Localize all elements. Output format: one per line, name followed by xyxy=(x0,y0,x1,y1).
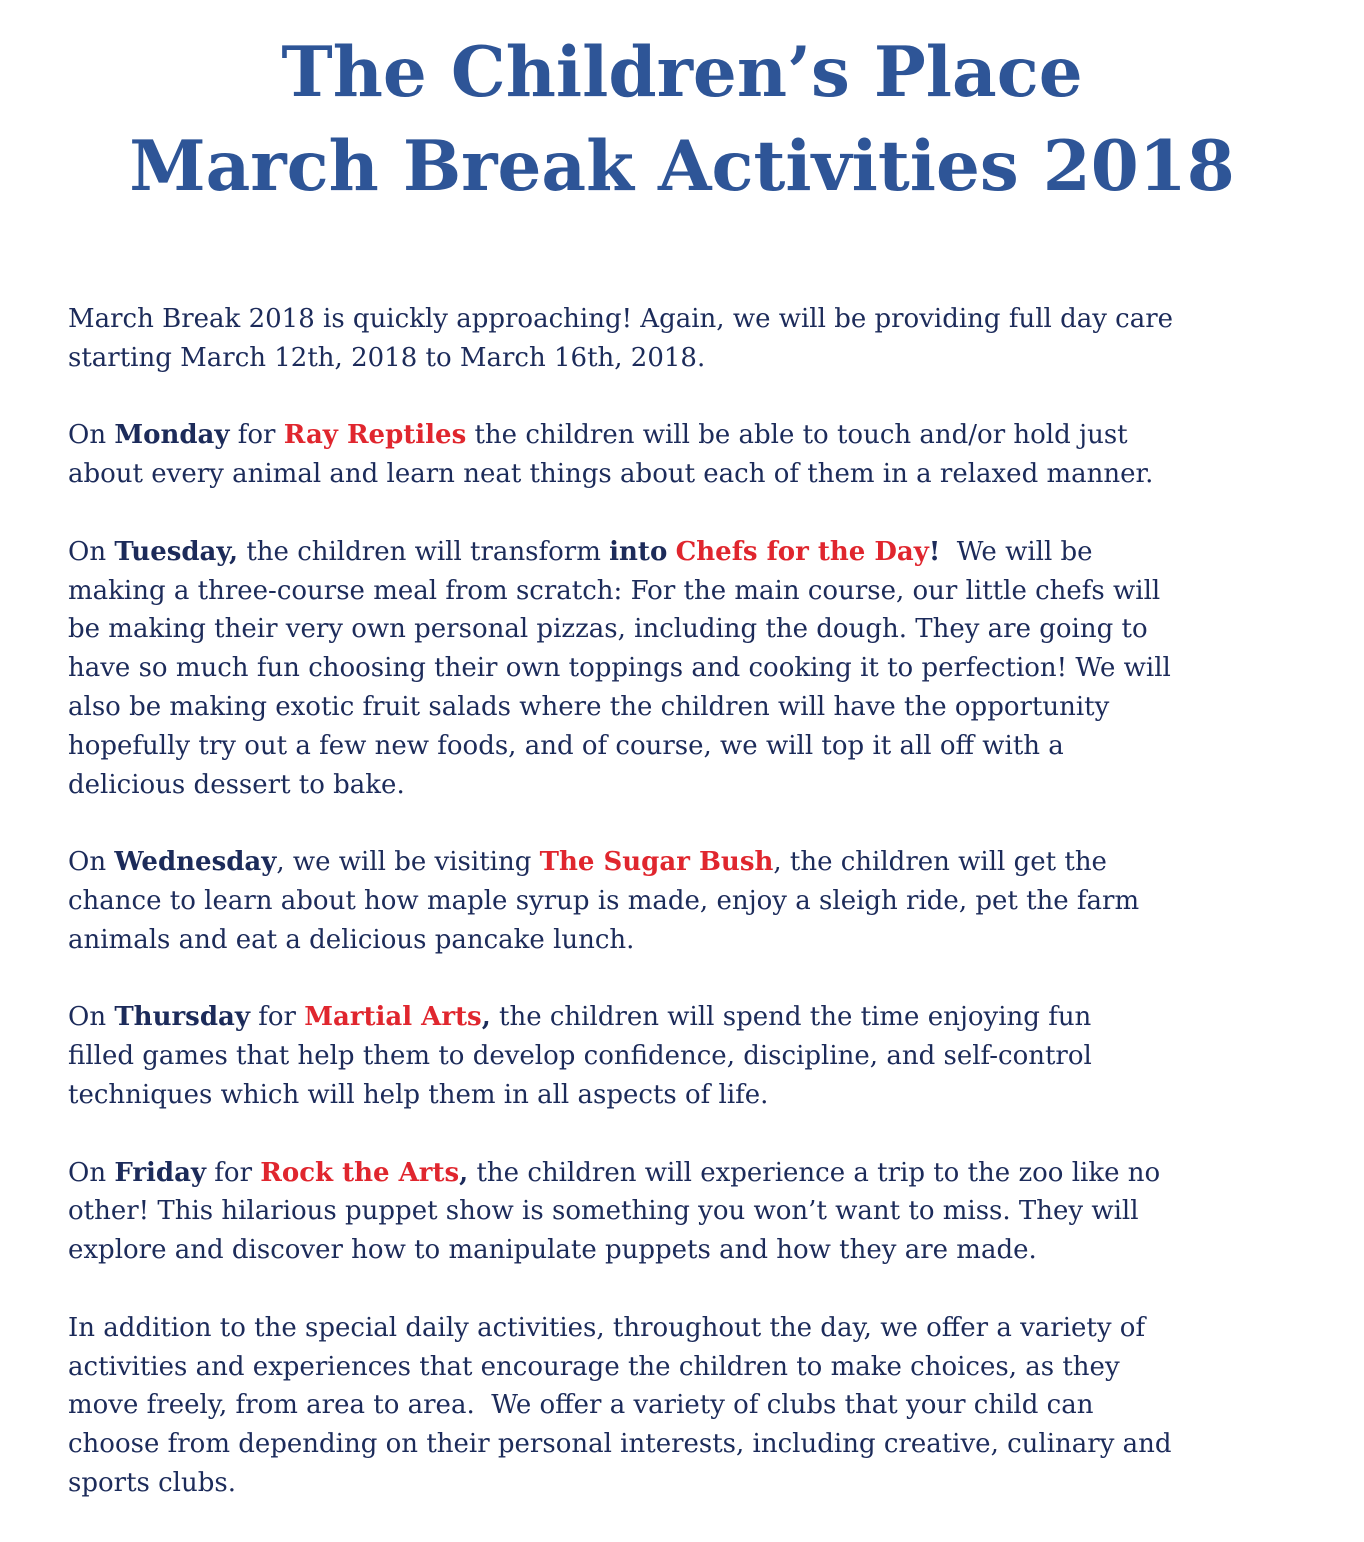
text-line: other! This hilarious puppet show is something you won’t want to miss. They will xyxy=(68,1196,1139,1227)
wednesday-paragraph xyxy=(68,843,1328,959)
text-fragment: into xyxy=(609,536,668,567)
text-line: chance to learn about how maple syrup is made, enjoy a sleigh ride, pet the farm xyxy=(68,885,1140,916)
activity-name: Ray Reptiles xyxy=(283,420,467,451)
document-body xyxy=(68,300,1328,1542)
text-line: also be making exotic fruit salads where the children will have the opportunity xyxy=(68,691,1110,722)
tuesday-paragraph xyxy=(68,533,1328,805)
text-fragment: for xyxy=(229,420,284,451)
text-fragment: , we will be visiting xyxy=(276,847,540,878)
text-line: hopefully try out a few new foods, and of course, we will top it all off with a xyxy=(68,730,1064,761)
title-line-2: March Break Activities 2018 xyxy=(129,126,1235,207)
text-line: March Break 2018 is quickly approaching! Again, we will be providing full day care xyxy=(68,304,1174,334)
text-line: move freely, from area to area. We offer a variety of clubs that your child can xyxy=(68,1390,1094,1421)
friday-paragraph xyxy=(68,1154,1328,1270)
text-line xyxy=(68,533,1328,572)
text-fragment: ! xyxy=(928,536,941,567)
text-fragment: the children will spend the time enjoying fun xyxy=(490,1002,1092,1033)
thursday-paragraph xyxy=(68,998,1328,1114)
text-fragment: , xyxy=(459,1157,469,1188)
document-title xyxy=(0,26,1364,214)
text-fragment: On xyxy=(68,1157,115,1188)
day-name: Wednesday xyxy=(114,847,277,878)
closing-paragraph xyxy=(68,1309,1328,1503)
title-line-1: The Children’s Place xyxy=(281,32,1083,113)
text-line: delicious dessert to bake. xyxy=(68,769,405,800)
intro-paragraph xyxy=(68,300,1328,378)
text-line: activities and experiences that encourage the children to make choices, as they xyxy=(68,1351,1120,1382)
text-line: techniques which will help them in all aspects of life. xyxy=(68,1079,769,1110)
text-fragment: for xyxy=(206,1157,261,1188)
text-fragment: On xyxy=(68,1002,115,1033)
text-line: making a three-course meal from scratch: For the main course, our little chefs will xyxy=(68,575,1161,606)
day-name: Tuesday, xyxy=(114,536,239,567)
activity-name: Chefs for the Day xyxy=(675,536,929,567)
text-fragment: , the children will get the xyxy=(773,847,1107,878)
text-line: animals and eat a delicious pancake lunch. xyxy=(68,924,635,955)
text-line xyxy=(68,416,1328,455)
text-fragment: the children will transform xyxy=(238,536,610,567)
text-line: have so much fun choosing their own toppings and cooking it to perfection! We will xyxy=(68,653,1171,684)
text-line xyxy=(68,1154,1328,1193)
text-fragment: We will be xyxy=(940,536,1093,567)
day-name: Friday xyxy=(114,1157,207,1188)
text-line: explore and discover how to manipulate puppets and how they are made. xyxy=(68,1235,1037,1266)
text-line: filled games that help them to develop confidence, discipline, and self-control xyxy=(68,1041,1092,1072)
text-line xyxy=(68,998,1328,1037)
text-fragment: , xyxy=(481,1002,491,1033)
text-line: In addition to the special daily activities, throughout the day, we offer a variety of xyxy=(68,1312,1146,1343)
monday-paragraph xyxy=(68,416,1328,494)
text-line: sports clubs. xyxy=(68,1467,236,1498)
text-fragment xyxy=(667,537,675,567)
text-fragment: for xyxy=(249,1002,305,1033)
activity-name: Rock the Arts xyxy=(260,1157,460,1188)
text-fragment: On xyxy=(68,420,115,451)
day-name: Monday xyxy=(114,420,230,451)
activity-name: The Sugar Bush xyxy=(539,847,774,878)
text-line: about every animal and learn neat things about each of them in a relaxed manner. xyxy=(68,459,1154,490)
text-line: starting March 12th, 2018 to March 16th, 2018. xyxy=(68,342,706,373)
text-line: be making their very own personal pizzas, including the dough. They are going to xyxy=(68,614,1148,645)
text-line: choose from depending on their personal interests, including creative, culinary and xyxy=(68,1429,1172,1460)
day-name: Thursday xyxy=(114,1002,250,1033)
text-line xyxy=(68,843,1328,882)
text-fragment: the children will experience a trip to the zoo like no xyxy=(468,1157,1161,1188)
text-fragment: On xyxy=(68,536,115,567)
text-fragment: the children will be able to touch and/or hold just xyxy=(466,420,1128,451)
text-fragment: On xyxy=(68,847,115,878)
activity-name: Martial Arts xyxy=(304,1002,482,1033)
